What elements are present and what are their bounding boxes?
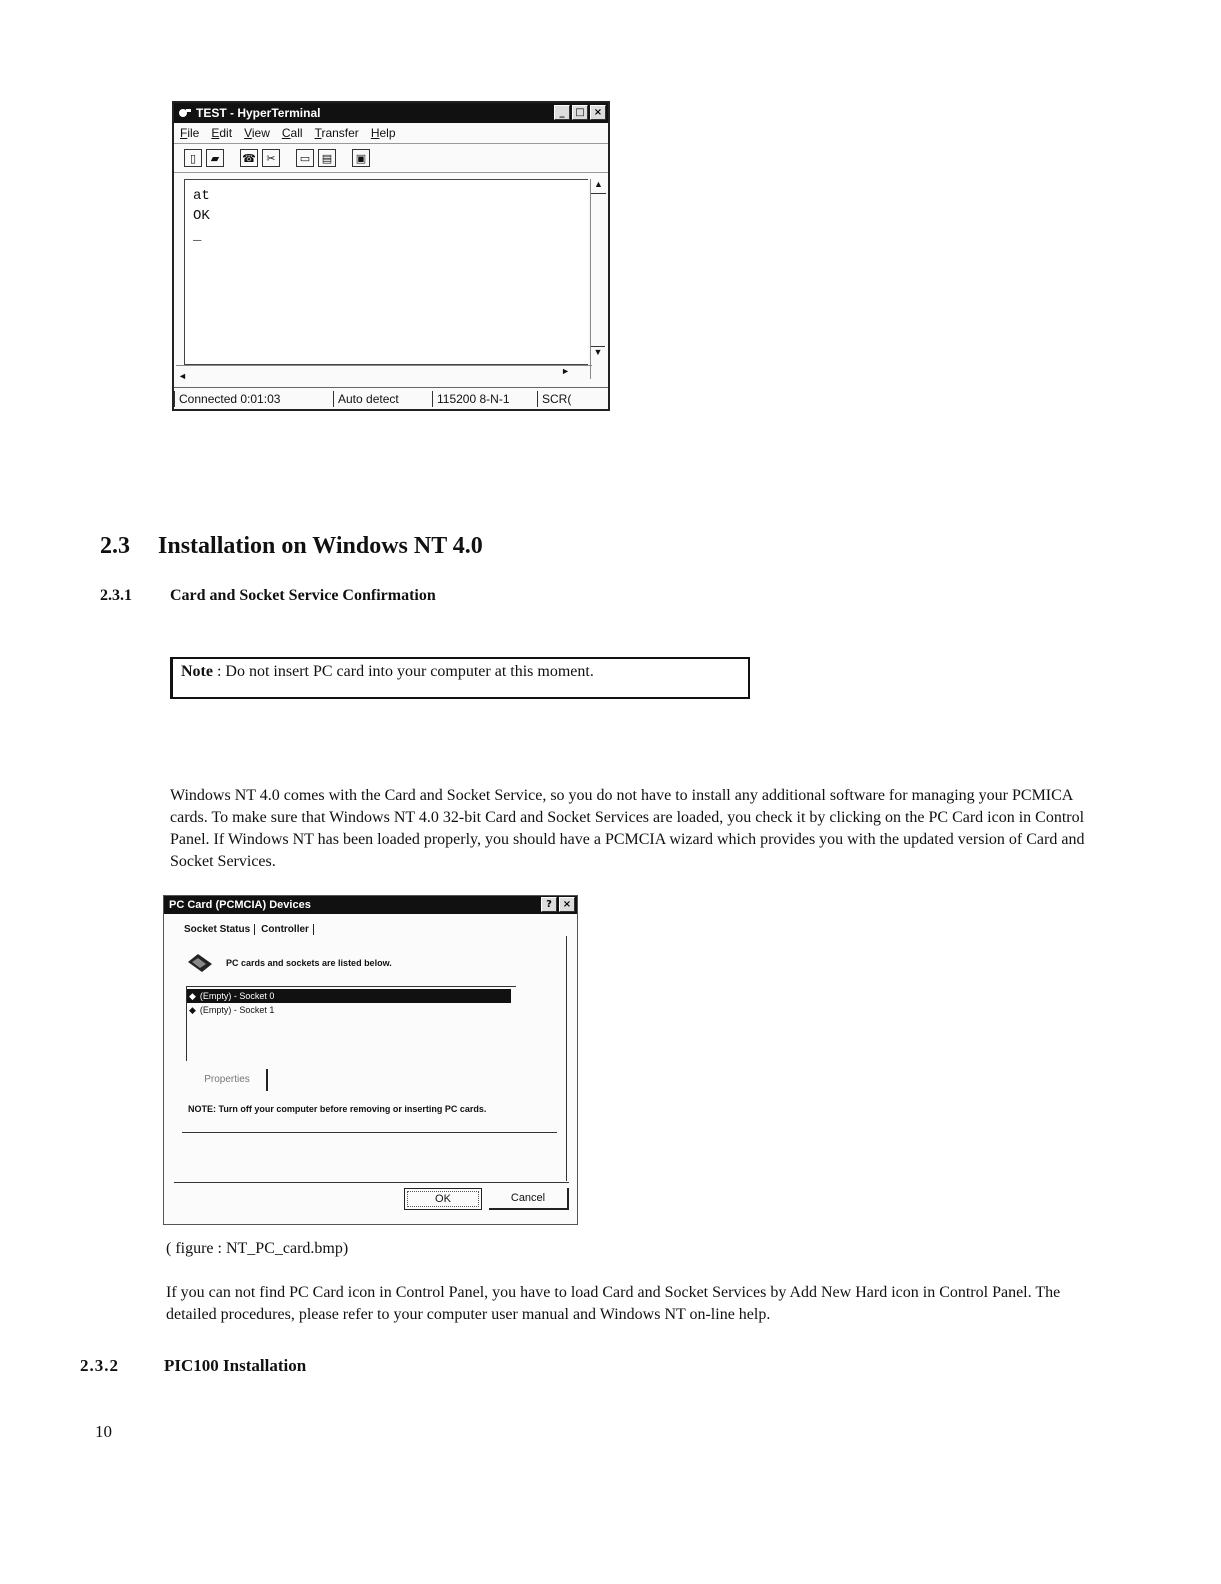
- section-title: Installation on Windows NT 4.0: [158, 533, 483, 559]
- list-item[interactable]: [187, 1003, 516, 1017]
- subsection-title: Card and Socket Service Confirmation: [170, 587, 436, 604]
- status-scroll: SCR(: [537, 391, 586, 407]
- tab-socket-status[interactable]: Socket Status: [184, 924, 255, 935]
- pc-card-title: PC Card (PCMCIA) Devices: [169, 899, 311, 911]
- note-box: [170, 657, 750, 699]
- list-item[interactable]: [187, 989, 511, 1003]
- subsection-number: 2.3.2: [80, 1356, 119, 1375]
- close-button[interactable]: ×: [559, 897, 575, 912]
- status-bar: [174, 387, 608, 409]
- divider: [566, 936, 567, 1181]
- subsection-heading: [80, 1356, 306, 1376]
- menu-file[interactable]: File: [180, 126, 200, 140]
- divider: [182, 1132, 557, 1133]
- hyperterminal-title: TEST - HyperTerminal: [196, 106, 321, 120]
- divider: [174, 1182, 569, 1183]
- scroll-right-icon[interactable]: ►: [561, 366, 570, 376]
- disconnect-icon[interactable]: ✂: [262, 149, 280, 167]
- open-icon[interactable]: ▰: [206, 149, 224, 167]
- ok-button[interactable]: OK: [404, 1188, 482, 1210]
- receive-icon[interactable]: ▤: [318, 149, 336, 167]
- pc-card-dialog: [163, 895, 578, 1225]
- status-detect: Auto detect: [333, 391, 432, 407]
- new-icon[interactable]: ▯: [184, 149, 202, 167]
- pc-card-note: NOTE: Turn off your computer before removing or inserting PC cards.: [188, 1104, 487, 1114]
- pc-card-titlebar: [164, 896, 577, 914]
- menu-help[interactable]: Help: [370, 126, 396, 140]
- menu-call[interactable]: Call: [281, 126, 303, 140]
- toolbar: [174, 144, 608, 173]
- scroll-left-icon[interactable]: ◄: [178, 371, 187, 381]
- paragraph: If you can not find PC Card icon in Control Panel, you have to load Card and Socket Services by Add New Hard icon in Control Panel. The detailed procedures, please refer to your computer user manual and Windows NT on-line help.: [166, 1284, 1061, 1323]
- properties-icon[interactable]: ▣: [352, 149, 370, 167]
- note-label: Note: [181, 663, 213, 680]
- minimize-button[interactable]: _: [554, 105, 570, 120]
- scroll-up-icon[interactable]: ▲: [591, 179, 606, 194]
- pc-card-icon: [186, 952, 214, 974]
- send-icon[interactable]: ▭: [296, 149, 314, 167]
- socket-label: (Empty) - Socket 0: [199, 991, 275, 1001]
- menubar: [174, 123, 608, 144]
- phone-icon: [178, 107, 192, 119]
- tab-bar: [184, 924, 314, 935]
- tab-controller[interactable]: Controller: [261, 924, 314, 935]
- terminal-cursor: _: [193, 228, 202, 244]
- section-heading: [100, 533, 483, 560]
- status-connected: Connected 0:01:03: [174, 391, 333, 407]
- vertical-scrollbar[interactable]: [590, 179, 606, 379]
- subsection-heading: [100, 587, 436, 605]
- pc-card-description-text: PC cards and sockets are listed below.: [226, 958, 392, 968]
- socket-icon: ◆: [189, 1004, 196, 1015]
- status-settings: 115200 8-N-1: [432, 391, 537, 407]
- hyperterminal-titlebar: [174, 103, 608, 123]
- terminal-line: at: [193, 188, 210, 204]
- socket-label: (Empty) - Socket 1: [199, 1005, 275, 1015]
- cancel-button[interactable]: Cancel: [489, 1188, 569, 1210]
- section-number: 2.3: [100, 533, 130, 559]
- menu-view[interactable]: View: [244, 126, 270, 140]
- terminal-line: OK: [193, 208, 210, 224]
- connect-icon[interactable]: ☎: [240, 149, 258, 167]
- subsection-title: PIC100 Installation: [164, 1356, 307, 1375]
- pc-card-description: [186, 952, 392, 974]
- subsection-number: 2.3.1: [100, 587, 132, 604]
- menu-edit[interactable]: Edit: [211, 126, 233, 140]
- socket-list[interactable]: [186, 986, 516, 1061]
- hyperterminal-window: [172, 101, 610, 411]
- terminal-area[interactable]: [184, 179, 588, 365]
- scroll-down-icon[interactable]: ▼: [591, 346, 605, 361]
- page-number: 10: [95, 1422, 112, 1441]
- figure-caption: ( figure : NT_PC_card.bmp): [166, 1240, 349, 1257]
- close-button[interactable]: ×: [590, 105, 606, 120]
- paragraph: Windows NT 4.0 comes with the Card and Socket Service, so you do not have to install any additional software for managing your PCMICA cards. To make sure that Windows NT 4.0 32-bit Card and Socket Services are loaded, you check it by clicking on the PC Card icon in Control Panel. If Windows NT has been loaded properly, you should have a PCMCIA wizard which provides you with the updated version of Card and Socket Services.: [170, 787, 1085, 870]
- note-text: : Do not insert PC card into your computer at this moment.: [212, 663, 594, 680]
- properties-button[interactable]: Properties: [188, 1069, 268, 1091]
- help-button[interactable]: ?: [541, 897, 557, 912]
- horizontal-scrollbar[interactable]: [176, 365, 592, 381]
- socket-icon: ◆: [189, 990, 196, 1001]
- menu-transfer[interactable]: Transfer: [314, 126, 359, 140]
- maximize-button[interactable]: □: [572, 105, 588, 120]
